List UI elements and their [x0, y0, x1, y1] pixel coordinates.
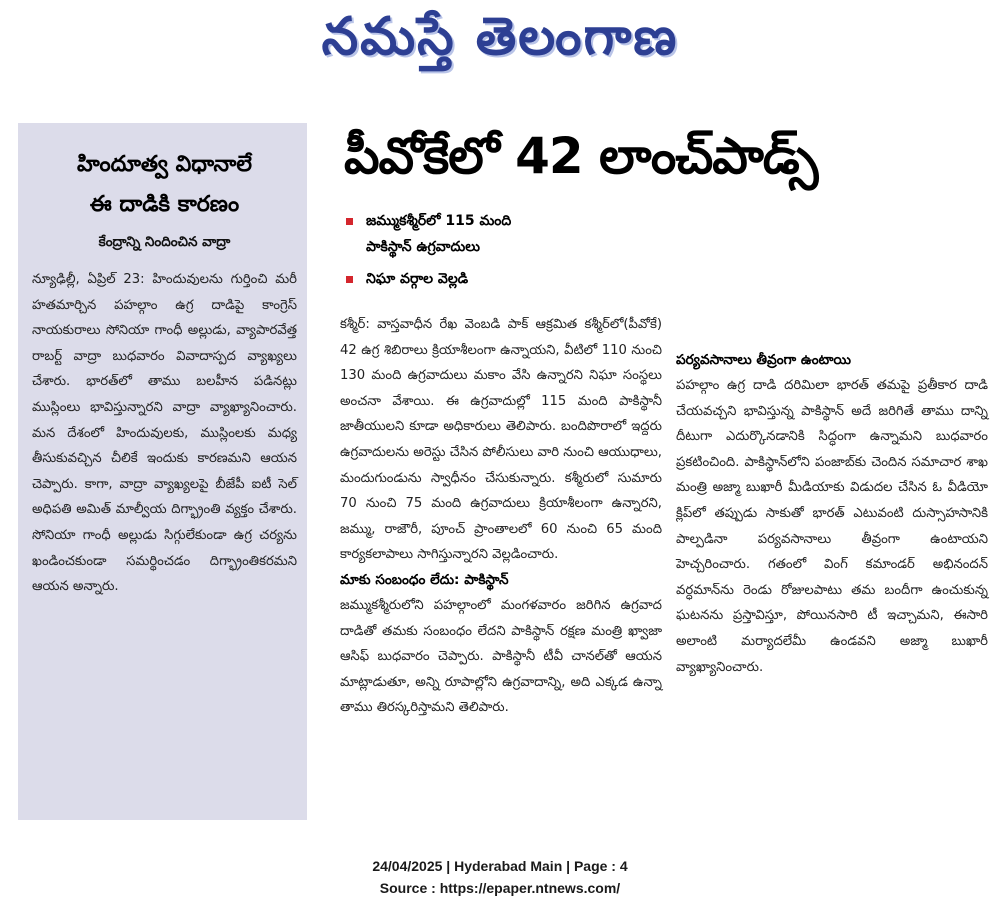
footer-edition: 24/04/2025 | Hyderabad Main | Page : 4	[372, 858, 628, 874]
bullet-item	[340, 266, 662, 292]
article-paragraph: జమ్ముకశ్మీరులోని పహల్గాంలో మంగళవారం జరిగిన ఉగ్రవాద దాడితో తమకు సంబంధం లేదని పాకిస్థాన్ రక్షణ మంత్రి ఖ్వాజా ఆసిఫ్ బుధవారం చెప్పారు. పాకిస్థానీ టీవీ చానల్‌తో ఆయన మాట్లాడుతూ, అన్ని రూపాల్లోని ఉగ్రవాదాన్ని, అది ఎక్కడ ఉన్నా తాము తిరస్కరిస్తామని తెలిపారు.	[340, 597, 662, 716]
sidebar-story	[18, 123, 307, 820]
article-subhead: పర్యవసానాలు తీవ్రంగా ఉంటాయి	[676, 352, 851, 368]
bullet-icon	[346, 218, 353, 225]
footer-source: Source : https://epaper.ntnews.com/	[379, 880, 621, 896]
article-subhead: మాకు సంబంధం లేదు: పాకిస్థాన్	[340, 571, 509, 588]
bullet-item	[340, 234, 662, 260]
sidebar-subhead: కేంద్రాన్ని నిందించిన వాద్రా	[98, 234, 231, 250]
sidebar-headline-line1: హిందూత్వ విధానాలే	[77, 152, 252, 177]
bullet-text: నిఘా వర్గాల వెల్లడి	[366, 271, 469, 287]
bullet-item	[340, 208, 662, 234]
article-paragraph: పహల్గాం ఉగ్ర దాడి దరిమిలా భారత్ తమపై ప్రతీకార దాడి చేయవచ్చని భావిస్తున్న పాకిస్థాన్ అదే జరిగితే తాము దాన్ని దీటుగా ఎదుర్కొనడానికి సిద్ధంగా ఉన్నామని బుధవారం ప్రకటించింది. పాకిస్థాన్‌లోని పంజాబ్‌కు చెందిన సమాచార శాఖ మంత్రి అజ్మా బుఖారీ మీడియాకు విడుదల చేసిన ఓ వీడియో క్లిప్‌లో తప్పుడు సాకుతో భారత్ ఎటువంటి దుస్సాహసానికి పాల్పడినా పర్యవసానాలు తీవ్రంగా ఉంటాయని హెచ్చరించారు. గతంలో వింగ్ కమాండర్ అభినందన్ వర్ధమాన్‌ను రెండు రోజులపాటు తమ బందీగా ఉంచుకున్న ఘటనను ప్రస్తావిస్తూ, పోయినసారి టీ ఇచ్చామని, ఈసారి అలాంటి మర్యాదలేమీ ఉండవని అజ్మా బుఖారీ వ్యాఖ్యానించారు.	[676, 378, 988, 675]
sidebar-body: న్యూఢిల్లీ, ఏప్రిల్ 23: హిందువులను గుర్తించి మరీ హతమార్చిన పహల్గాం ఉగ్ర దాడిపై కాంగ్రెస్ నాయకురాలు సోనియా గాంధీ అల్లుడు, వ్యాపారవేత్త రాబర్ట్ వాద్రా బుధవారం వివాదాస్పద వ్యాఖ్యలు చేశారు. భారత్‌లో తాము బలహీన పడినట్లు ముస్లింలు భావిస్తున్నారని వాద్రా వ్యాఖ్యానించారు. మన దేశంలో హిందువులకు, ముస్లింలకు మధ్య తీసుకువచ్చిన చీలికే ఇందుకు కారణమని ఆయన చెప్పారు. కాగా, వాద్రా వ్యాఖ్యలపై బీజేపీ ఐటీ సెల్ అధిపతి అమిత్ మాల్వీయ దిగ్భ్రాంతి వ్యక్తం చేశారు. సోనియా గాంధీ అల్లుడు సిగ్గులేకుండా ఉగ్ర చర్యను ఖండించకుండా సమర్థించడం దిగ్భ్రాంతికరమని ఆయన అన్నారు.	[32, 272, 297, 595]
article-column-2	[676, 208, 988, 680]
article-headline: పీవోకేలో 42 లాంచ్‌పాడ్స్	[344, 127, 818, 185]
bullet-icon	[346, 276, 353, 283]
article-column-1	[340, 208, 662, 721]
sidebar-headline-line2: ఈ దాడికి కారణం	[89, 192, 240, 217]
article-paragraph: కశ్మీర్: వాస్తవాధీన రేఖ వెంబడి పాక్ ఆక్రమిత కశ్మీర్‌లో(పీవోకే) 42 ఉగ్ర శిబిరాలు క్రియాశీలంగా ఉన్నాయని, వీటిలో 110 నుంచి 130 మంది ఉగ్రవాదులు మకాం వేసి ఉన్నారని నిఘా సంస్థలు అంచనా వేశాయి. ఈ ఉగ్రవాదుల్లో 115 మంది పాకిస్థానీ జాతీయులని కూడా అధికారులు తెలిపారు. బందిపొరాలో ఇద్దరు ఉగ్రవాదులను అరెస్టు చేసిన పోలీసులు వారి నుంచి ఆయుధాలు, మందుగుండును స్వాధీనం చేసుకున్నారు. కశ్మీరులో సుమారు 70 నుంచి 75 మంది ఉగ్రవాదులు క్రియాశీలంగా ఉన్నారని, జమ్ము, రాజౌరీ, పూంచ్ ప్రాంతాలలో 60 నుంచి 65 మంది కార్యకలాపాలు సాగిస్తున్నారని వెల్లడించారు.	[340, 317, 662, 563]
article-bullets	[340, 208, 662, 292]
bullet-text: జమ్ముకశ్మీర్‌లో 115 మంది	[366, 213, 512, 229]
bullet-text: పాకిస్థాన్ ఉగ్రవాదులు	[366, 239, 480, 255]
masthead-logo: నమస్తే తెలంగాణ	[321, 6, 679, 67]
